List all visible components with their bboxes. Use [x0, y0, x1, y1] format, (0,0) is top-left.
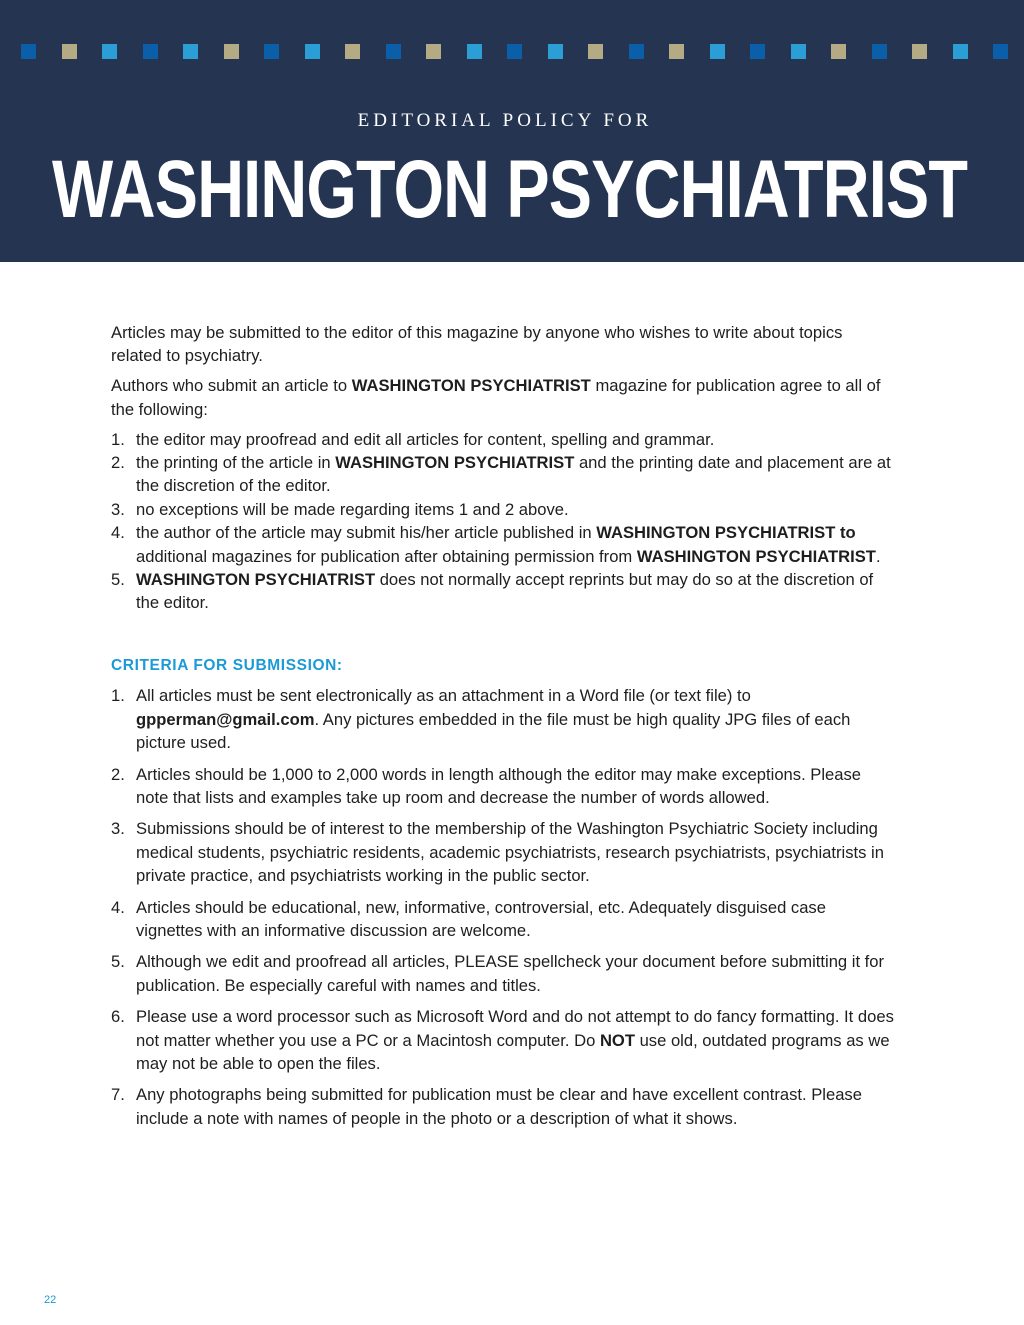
page-number: 22	[44, 1294, 57, 1306]
list-item: 2. the printing of the article in WASHINGTON PSYCHIATRIST and the printing date and placement are at the discretion of the editor.	[111, 453, 891, 496]
decorative-square-row	[21, 44, 1003, 60]
decorative-square	[305, 44, 320, 59]
decorative-square	[791, 44, 806, 59]
list-item: 7. Any photographs being submitted for publication must be clear and have excellent contrast. Please include a note with names of people in the photo or a description of what it shows.	[111, 1085, 862, 1128]
article-body	[111, 321, 896, 1138]
decorative-square	[62, 44, 77, 59]
list-number: 2.	[111, 453, 125, 473]
list-item: 1. All articles must be sent electronically as an attachment in a Word file (or text file) to gpperman@gmail.com. Any pictures embedded in the file must be high quality JPG files of each picture used.	[111, 686, 851, 753]
decorative-square	[345, 44, 360, 59]
list-number: 6.	[111, 1007, 125, 1027]
decorative-square	[102, 44, 117, 59]
list-item: 2. Articles should be 1,000 to 2,000 words in length although the editor may make exceptions. Please note that lists and examples take up room and decrease the number of words allowed.	[111, 764, 862, 807]
decorative-square	[872, 44, 887, 59]
list-number: 2.	[111, 764, 125, 784]
list-number: 1.	[111, 686, 125, 706]
decorative-square	[386, 44, 401, 59]
decorative-square	[588, 44, 603, 59]
decorative-square	[953, 44, 968, 59]
policy-list	[111, 428, 896, 615]
decorative-square	[710, 44, 725, 59]
intro-paragraph: Articles may be submitted to the editor of this magazine by anyone who wishes to write about topics related to psychiatry.	[111, 323, 843, 366]
decorative-square	[669, 44, 684, 59]
list-number: 7.	[111, 1085, 125, 1105]
agreement-paragraph: Authors who submit an article to WASHINGTON PSYCHIATRIST magazine for publication agree to all of the following:	[111, 376, 881, 419]
decorative-square	[183, 44, 198, 59]
decorative-square	[507, 44, 522, 59]
decorative-square	[467, 44, 482, 59]
list-item: 5. Although we edit and proofread all articles, PLEASE spellcheck your document before submitting it for publication. Be especially careful with names and titles.	[111, 952, 885, 995]
list-item: 3. no exceptions will be made regarding items 1 and 2 above.	[111, 498, 896, 521]
decorative-square	[264, 44, 279, 59]
list-item: 6. Please use a word processor such as Microsoft Word and do not attempt to do fancy formatting. It does not matter whether you use a PC or a Macintosh computer. Do NOT use old, outdated programs as we may not be able to open the files.	[111, 1007, 894, 1073]
masthead-title: WASHINGTON PSYCHIATRIST	[52, 144, 968, 235]
list-number: 4.	[111, 523, 125, 543]
list-number: 4.	[111, 897, 125, 917]
header-banner	[0, 0, 1024, 262]
list-number: 5.	[111, 952, 125, 972]
decorative-square	[143, 44, 158, 59]
decorative-square	[629, 44, 644, 59]
list-item: 3. Submissions should be of interest to the membership of the Washington Psychiatric Society including medical students, psychiatric residents, academic psychiatrists, research psychiatrists, psychiatrists in private practice, and psychiatrists working in the public sector.	[111, 819, 884, 886]
decorative-square	[912, 44, 927, 59]
editorial-policy-kicker: EDITORIAL POLICY FOR	[357, 110, 653, 131]
list-item: 4. Articles should be educational, new, informative, controversial, etc. Adequately disguised case vignettes with an informative discussion are welcome.	[111, 897, 826, 940]
criteria-heading: CRITERIA FOR SUBMISSION:	[111, 656, 343, 674]
list-number: 5.	[111, 570, 125, 590]
magazine-name: WASHINGTON PSYCHIATRIST	[351, 376, 591, 396]
decorative-square	[548, 44, 563, 59]
decorative-square	[750, 44, 765, 59]
decorative-square	[21, 44, 36, 59]
submission-email: gpperman@gmail.com	[136, 709, 315, 729]
decorative-square	[831, 44, 846, 59]
list-number: 3.	[111, 819, 125, 839]
decorative-square	[426, 44, 441, 59]
criteria-list	[111, 684, 896, 1130]
list-item: 1. the editor may proofread and edit all articles for content, spelling and grammar.	[111, 428, 896, 451]
list-number: 3.	[111, 499, 125, 519]
list-item: 5. WASHINGTON PSYCHIATRIST does not normally accept reprints but may do so at the discretion of the editor.	[111, 570, 874, 613]
list-number: 1.	[111, 429, 125, 449]
decorative-square	[224, 44, 239, 59]
list-item: 4. the author of the article may submit his/her article published in WASHINGTON PSYCHIATRIST to additional magazines for publication after obtaining permission from WASHINGTON PSYCHIATRIST.	[111, 523, 881, 566]
decorative-square	[993, 44, 1008, 59]
